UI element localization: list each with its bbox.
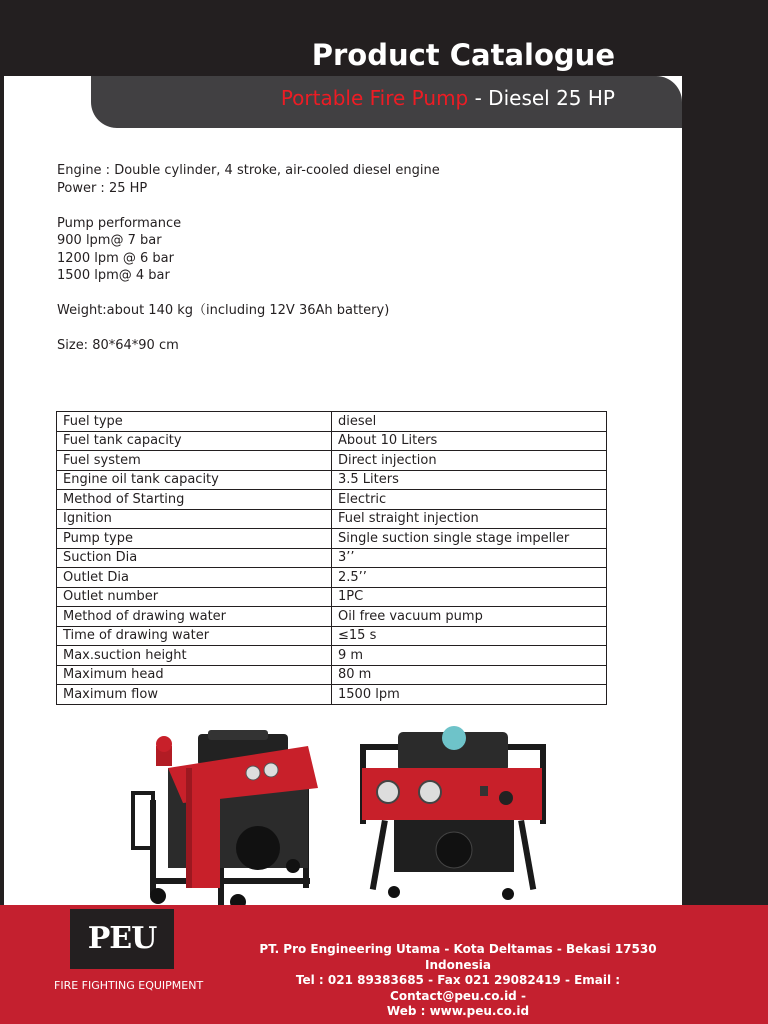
spec-key: Method of Starting bbox=[57, 490, 332, 510]
spec-value: 1PC bbox=[332, 587, 607, 607]
performance-title: Pump performance bbox=[57, 215, 182, 231]
spec-key: Pump type bbox=[57, 529, 332, 549]
spec-value: ≤15 s bbox=[332, 626, 607, 646]
spec-key: Suction Dia bbox=[57, 548, 332, 568]
performance-line: 1200 lpm @ 6 bar bbox=[57, 250, 174, 266]
spec-key: Outlet Dia bbox=[57, 568, 332, 588]
size-spec: Size: 80*64*90 cm bbox=[57, 338, 179, 353]
table-row bbox=[57, 685, 607, 705]
spec-key: Ignition bbox=[57, 509, 332, 529]
spec-key: Maximum head bbox=[57, 665, 332, 685]
spec-key: Method of drawing water bbox=[57, 607, 332, 627]
pump-image-side bbox=[128, 728, 328, 910]
power-spec: Power : 25 HP bbox=[57, 180, 148, 196]
spec-value: About 10 Liters bbox=[332, 431, 607, 451]
performance-line: 1500 lpm@ 4 bar bbox=[57, 268, 170, 283]
table-row bbox=[57, 607, 607, 627]
spec-value: 2.5’’ bbox=[332, 568, 607, 588]
table-row bbox=[57, 490, 607, 510]
weight-spec: Weight:about 140 kg（including 12V 36Ah battery) bbox=[57, 303, 390, 318]
spec-value: Fuel straight injection bbox=[332, 509, 607, 529]
spec-key: Engine oil tank capacity bbox=[57, 470, 332, 490]
table-row bbox=[57, 665, 607, 685]
table-row bbox=[57, 509, 607, 529]
company-logo: PEU bbox=[70, 909, 174, 969]
spec-value: 9 m bbox=[332, 646, 607, 666]
spec-table bbox=[56, 411, 607, 705]
company-address: PT. Pro Engineering Utama - Kota Deltamas - Bekasi 17530 Indonesia bbox=[259, 942, 657, 972]
table-row bbox=[57, 568, 607, 588]
table-row bbox=[57, 470, 607, 490]
pump-image-front bbox=[358, 724, 548, 904]
table-row bbox=[57, 626, 607, 646]
spec-value: Single suction single stage impeller bbox=[332, 529, 607, 549]
table-row bbox=[57, 529, 607, 549]
spec-value: 1500 lpm bbox=[332, 685, 607, 705]
spec-key: Outlet number bbox=[57, 587, 332, 607]
spec-value: Oil free vacuum pump bbox=[332, 607, 607, 627]
company-info bbox=[248, 942, 668, 1020]
table-row bbox=[57, 646, 607, 666]
spec-key: Fuel tank capacity bbox=[57, 431, 332, 451]
spec-value: Electric bbox=[332, 490, 607, 510]
product-variant: - Diesel 25 HP bbox=[468, 86, 615, 110]
table-row bbox=[57, 587, 607, 607]
spec-value: 3’’ bbox=[332, 548, 607, 568]
spec-key: Fuel type bbox=[57, 412, 332, 432]
table-row bbox=[57, 412, 607, 432]
spec-value: 80 m bbox=[332, 665, 607, 685]
spec-value: Direct injection bbox=[332, 451, 607, 471]
spec-key: Time of drawing water bbox=[57, 626, 332, 646]
spec-summary bbox=[57, 162, 440, 355]
company-web: Web : www.peu.co.id bbox=[386, 1004, 530, 1018]
company-contact: Tel : 021 89383685 - Fax 021 29082419 - Email : Contact@peu.co.id - bbox=[295, 973, 621, 1003]
table-row bbox=[57, 451, 607, 471]
product-name: Portable Fire Pump bbox=[280, 86, 469, 110]
spec-key: Max.suction height bbox=[57, 646, 332, 666]
engine-spec: Engine : Double cylinder, 4 stroke, air-cooled diesel engine bbox=[57, 163, 440, 178]
spec-value: diesel bbox=[332, 412, 607, 432]
page-title: Product Catalogue bbox=[311, 38, 615, 72]
product-subtitle bbox=[281, 86, 615, 110]
logo-tagline: FIRE FIGHTING EQUIPMENT bbox=[54, 979, 204, 992]
performance-line: 900 lpm@ 7 bar bbox=[57, 233, 162, 248]
table-row bbox=[57, 431, 607, 451]
spec-key: Fuel system bbox=[57, 451, 332, 471]
table-row bbox=[57, 548, 607, 568]
spec-key: Maximum flow bbox=[57, 685, 332, 705]
spec-value: 3.5 Liters bbox=[332, 470, 607, 490]
